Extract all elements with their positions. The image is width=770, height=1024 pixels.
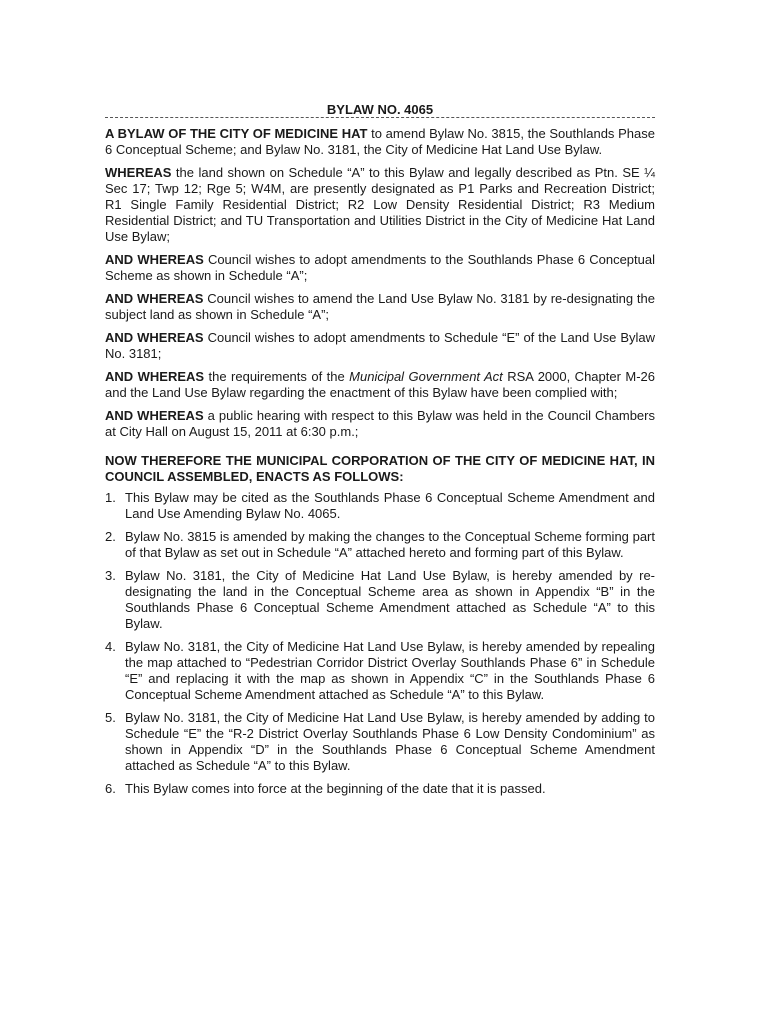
document-title: BYLAW NO. 4065: [105, 102, 655, 117]
clause-item: 5. Bylaw No. 3181, the City of Medicine Hat Land Use Bylaw, is hereby amended by adding to Schedule “E” the “R-2 District Overlay Southlands Phase 6 Low Density Condominium” as shown in Appendix “D” in the Southlands Phase 6 Conceptual Scheme Amendment attached as Schedule “A” to this Bylaw.: [105, 710, 655, 773]
bylaw-document: [105, 102, 655, 804]
whereas-paragraph: AND WHEREAS Council wishes to adopt amendments to Schedule “E” of the Land Use Bylaw No. 3181;: [105, 330, 656, 361]
clause-item: 4. Bylaw No. 3181, the City of Medicine Hat Land Use Bylaw, is hereby amended by repealing the map attached to “Pedestrian Corridor District Overlay Southlands Phase 6” in Schedule “E” and replacing it with the map as shown in Appendix “C” in the Southlands Phase 6 Conceptual Scheme Amendment attached as Schedule “A” to this Bylaw.: [105, 639, 655, 702]
intro-paragraph: [105, 126, 655, 158]
title-row: [105, 102, 655, 120]
whereas-paragraph: AND WHEREAS Council wishes to amend the Land Use Bylaw No. 3181 by re-designating the subject land as shown in Schedule “A”;: [105, 291, 655, 322]
clause-item: 2. Bylaw No. 3815 is amended by making the changes to the Conceptual Scheme forming part of that Bylaw as set out in Schedule “A” attached hereto and forming part of this Bylaw.: [105, 529, 655, 560]
act-name: Municipal Government Act: [349, 369, 503, 384]
whereas-paragraph: WHEREAS the land shown on Schedule “A” to this Bylaw and legally described as Ptn. SE ¼ Sec 17; Twp 12; Rge 5; W4M, are presently designated as P1 Parks and Recreation District; R1 Single Family Residential District; R2 Low Density Residential District; R3 Medium Residential District; and TU Transportation and Utilities District in the City of Medicine Hat Land Use Bylaw;: [105, 165, 655, 244]
intro-lead: A BYLAW OF THE CITY OF MEDICINE HAT: [105, 126, 368, 141]
intro-text: to amend Bylaw No. 3815, the Southlands Phase 6 Conceptual Scheme; and Bylaw No. 3181, the City of Medicine Hat Land Use Bylaw.: [105, 126, 655, 157]
title-rule: [105, 117, 655, 118]
whereas-paragraph: AND WHEREAS Council wishes to adopt amendments to the Southlands Phase 6 Conceptual Scheme as shown in Schedule “A”;: [105, 252, 655, 283]
clause-list: [105, 490, 655, 797]
whereas-hearing-paragraph: AND WHEREAS a public hearing with respect to this Bylaw was held in the Council Chambers at City Hall on August 15, 2011 at 6:30 p.m.;: [105, 408, 655, 439]
clause-item: 6. This Bylaw comes into force at the beginning of the date that it is passed.: [105, 781, 546, 796]
clause-item: 3. Bylaw No. 3181, the City of Medicine Hat Land Use Bylaw, is hereby amended by re-designating the land in the Conceptual Scheme area as shown in Appendix “B” in the Southlands Phase 6 Conceptual Scheme Amendment attached as Schedule “A” to this Bylaw.: [105, 568, 655, 631]
whereas-act-paragraph: AND WHEREAS the requirements of the Municipal Government Act RSA 2000, Chapter M-26 and the Land Use Bylaw regarding the enactment of this Bylaw have been complied with;: [105, 369, 655, 400]
clause-item: 1. This Bylaw may be cited as the Southlands Phase 6 Conceptual Scheme Amendment and Land Use Amending Bylaw No. 4065.: [105, 490, 655, 521]
enacting-heading: NOW THEREFORE THE MUNICIPAL CORPORATION OF THE CITY OF MEDICINE HAT, IN COUNCIL ASSEMBLED, ENACTS AS FOLLOWS:: [105, 453, 655, 484]
